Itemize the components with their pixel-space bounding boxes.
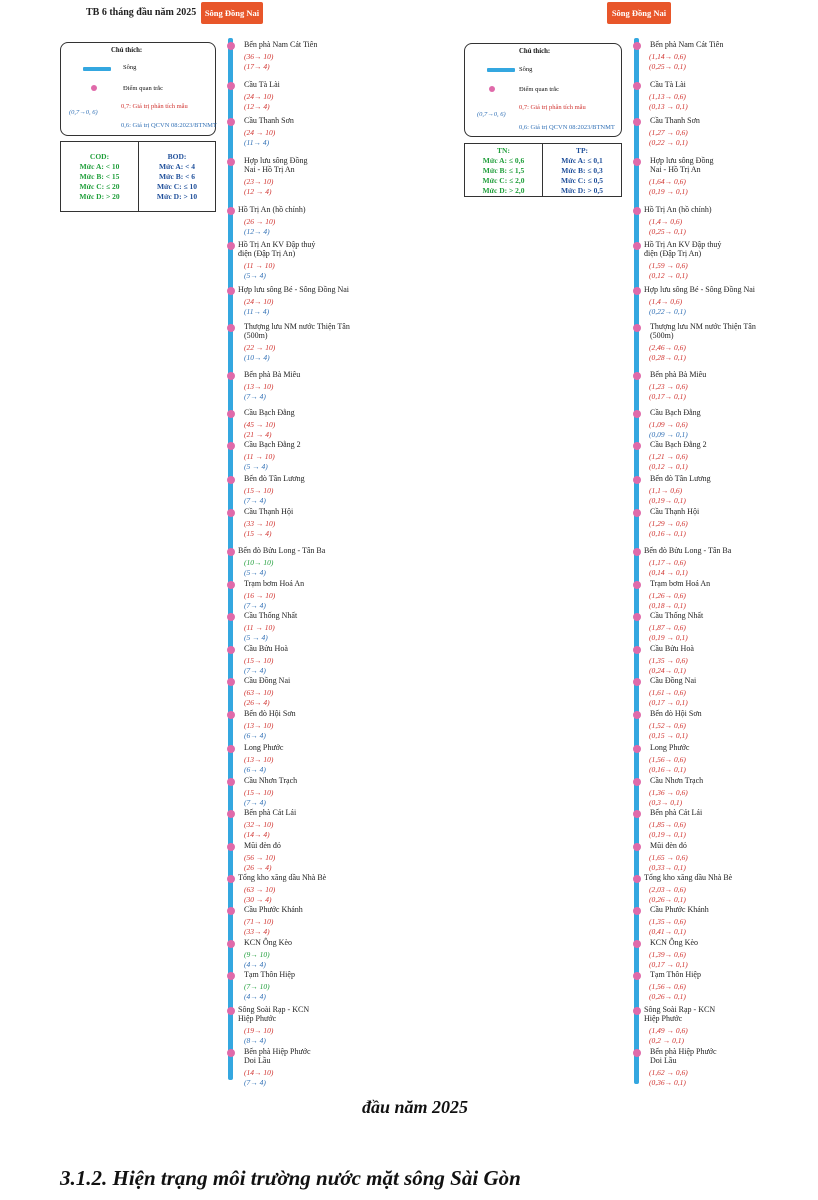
monitoring-point-dot: [227, 843, 235, 851]
monitoring-point-dot: [633, 972, 641, 980]
station-tp-value: (0,13 → 0,1): [649, 102, 688, 111]
monitoring-point-dot: [633, 509, 641, 517]
legend-title: Chú thích:: [111, 47, 143, 54]
station-cod-value: (24 → 10): [244, 128, 276, 137]
station-name: Cầu Thống Nhất: [244, 611, 298, 620]
station-name: Bến phà Bà Miêu: [244, 370, 301, 379]
station-name: Sông Soài Rạp - KCN Hiệp Phước: [238, 1005, 310, 1023]
station-bod-value: (6→ 4): [244, 731, 266, 740]
monitoring-point-dot: [633, 287, 641, 295]
station-name: Cầu Bạch Đằng 2: [650, 440, 707, 449]
monitoring-point-dot: [227, 613, 235, 621]
levels-row: Mức C: ≤ 2,0: [482, 176, 525, 185]
station-tp-value: (0,33→ 0,1): [649, 863, 686, 872]
station-bod-value: (7→ 4): [244, 1078, 266, 1087]
monitoring-point-dot: [633, 372, 641, 380]
monitoring-point-dot: [227, 82, 235, 90]
monitoring-point-dot: [633, 1049, 641, 1057]
station-name: Bến phà Bà Miêu: [650, 370, 707, 379]
monitoring-point-dot: [227, 1007, 235, 1015]
levels-row: Mức B: ≤ 0,3: [561, 166, 603, 175]
monitoring-point-dot: [227, 810, 235, 818]
monitoring-point-dot: [227, 158, 235, 166]
monitoring-point-dot: [633, 442, 641, 450]
station-tn-value: (1,4→ 0,6): [649, 217, 683, 226]
monitoring-point-dot: [633, 907, 641, 915]
monitoring-point-dot: [227, 42, 235, 50]
station-cod-value: (10→ 10): [244, 558, 274, 567]
monitoring-point-dot: [633, 843, 641, 851]
station-tn-value: (1,39→ 0,6): [649, 950, 686, 959]
monitoring-point-dot: [633, 581, 641, 589]
station-tn-value: (1,52→ 0,6): [649, 721, 686, 730]
station-name: Cầu Thanh Sơn: [244, 116, 294, 125]
station-name: Cầu Thạnh Hội: [650, 507, 700, 516]
monitoring-point-dot: [227, 1049, 235, 1057]
levels-col-tp: [543, 146, 621, 196]
legend-blue-note: 0,6: Giá trị QCVN 08:2023/BTNMT: [519, 124, 615, 131]
station-name: Tổng kho xăng dầu Nhà Bè: [644, 873, 733, 882]
station-cod-value: (15→ 10): [244, 486, 274, 495]
station-tp-value: (0,22 → 0,1): [649, 138, 688, 147]
station-name: Hồ Trị An KV Đập thuỷ điện (Đập Trị An): [644, 240, 722, 258]
station-name: Bến đò Tân Lương: [244, 474, 305, 483]
station-name: Tạm Thôn Hiệp: [244, 970, 295, 979]
monitoring-point-dot: [633, 778, 641, 786]
monitoring-point-dot: [633, 810, 641, 818]
station-tp-value: (0,2 → 0,1): [649, 1036, 684, 1045]
station-tp-value: (0,28→ 0,1): [649, 353, 686, 362]
station-cod-value: (24→ 10): [244, 92, 274, 101]
station-name: Bến phà Hiệp Phước Doi Lầu: [244, 1047, 311, 1065]
legend-point-label: Điểm quan trắc: [519, 86, 560, 93]
station-tn-value: (1,56→ 0,6): [649, 982, 686, 991]
station-tn-value: (2,03→ 0,6): [649, 885, 686, 894]
monitoring-point-dot: [227, 287, 235, 295]
station-bod-value: (4→ 4): [244, 960, 266, 969]
station-tn-value: (1,56→ 0,6): [649, 755, 686, 764]
levels-row: Mức B: ≤ 1,5: [482, 166, 525, 175]
monitoring-point-dot: [633, 158, 641, 166]
station-bod-value: (5 → 4): [244, 462, 268, 471]
monitoring-point-dot: [227, 548, 235, 556]
legend-point-label: Điểm quan trắc: [123, 85, 164, 92]
station-tn-value: (1,85→ 0,6): [649, 820, 686, 829]
levels-row: Mức A: < 4: [158, 162, 196, 171]
monitoring-point-dot: [227, 778, 235, 786]
station-tp-value: (0,41→ 0,1): [649, 927, 686, 936]
levels-table-left: [60, 141, 216, 212]
river-line-right: [634, 38, 639, 1084]
monitoring-point-dot: [227, 875, 235, 883]
station-tn-value: (1,65 → 0,6): [649, 853, 688, 862]
station-bod-value: (4→ 4): [244, 992, 266, 1001]
monitoring-point-dot: [633, 207, 641, 215]
station-tp-value: (0,19 → 0,1): [649, 187, 688, 196]
station-name: Bến phà Nam Cát Tiên: [244, 40, 318, 49]
station-name: Cầu Đồng Nai: [650, 676, 697, 685]
station-name: Cầu Nhơn Trạch: [244, 776, 298, 785]
monitoring-point-dot: [227, 711, 235, 719]
station-name: Sông Soài Rạp - KCN Hiệp Phước: [644, 1005, 716, 1023]
levels-row: Mức A: ≤ 0,1: [561, 156, 603, 165]
station-cod-value: (11 → 10): [244, 261, 275, 270]
station-bod-value: (11→ 4): [244, 138, 270, 147]
station-name: Tạm Thôn Hiệp: [650, 970, 701, 979]
monitoring-point-dot: [633, 410, 641, 418]
monitoring-point-dot: [227, 940, 235, 948]
station-tn-value: (1,35→ 0,6): [649, 917, 686, 926]
station-name: Cầu Bửu Hoà: [244, 644, 288, 653]
station-tp-value: (0,19→ 0,1): [649, 496, 686, 505]
station-tp-value: (0,15 → 0,1): [649, 731, 688, 740]
station-name: Long Phước: [650, 743, 690, 752]
station-name: Cầu Phước Khánh: [244, 905, 303, 914]
station-tp-value: (0,16→ 0,1): [649, 765, 686, 774]
station-tp-value: (0,14 → 0,1): [649, 568, 688, 577]
station-name: KCN Ông Kèo: [650, 938, 698, 947]
legend-river-label: Sông: [519, 66, 533, 73]
monitoring-point-dot: [633, 745, 641, 753]
station-cod-value: (33 → 10): [244, 519, 276, 528]
levels-row: Mức D: > 2,0: [482, 186, 525, 195]
levels-col-cod: [61, 152, 138, 211]
station-tp-value: (0,36→ 0,1): [649, 1078, 686, 1087]
station-name: Hợp lưu sông Đồng Nai - Hồ Trị An: [244, 156, 308, 174]
station-bod-value: (12→ 4): [244, 102, 270, 111]
legend-red-note: 0,7: Giá trị phân tích mẫu: [121, 103, 188, 110]
station-tp-value: (0,26→ 0,1): [649, 895, 686, 904]
monitoring-point-dot: [633, 476, 641, 484]
monitoring-point-dot: [227, 442, 235, 450]
monitoring-point-dot: [633, 875, 641, 883]
monitoring-point-dot: [227, 324, 235, 332]
station-name: Bến phà Hiệp Phước Doi Lầu: [650, 1047, 717, 1065]
station-tn-value: (1,23 → 0,6): [649, 382, 688, 391]
station-tn-value: (1,59 → 0,6): [649, 261, 688, 270]
station-name: Tổng kho xăng dầu Nhà Bè: [238, 873, 327, 882]
station-tn-value: (1,13→ 0,6): [649, 92, 686, 101]
station-tp-value: (0,22→ 0,1): [649, 307, 686, 316]
levels-row: Mức A: ≤ 0,6: [482, 156, 525, 165]
station-cod-value: (63→ 10): [244, 688, 274, 697]
station-cod-value: (36→ 10): [244, 52, 274, 61]
station-tn-value: (1,36 → 0,6): [649, 788, 688, 797]
station-name: KCN Ông Kèo: [244, 938, 292, 947]
station-name: Mũi đèn đỏ: [650, 841, 687, 850]
legend-red-note: 0,7: Giá trị phân tích mẫu: [519, 104, 586, 111]
station-tp-value: (0,12 → 0,1): [649, 271, 688, 280]
station-name: Bến đò Hội Sơn: [244, 709, 296, 718]
legend-blue-note: 0,6: Giá trị QCVN 08:2023/BTNMT: [121, 122, 217, 129]
levels-row: Mức C: ≤ 0,5: [561, 176, 603, 185]
levels-row: Mức D: > 20: [79, 192, 120, 201]
levels-title: TP:: [575, 146, 589, 155]
figure-caption: đầu năm 2025: [362, 1097, 469, 1117]
station-bod-value: (5→ 4): [244, 568, 266, 577]
legend-title: Chú thích:: [519, 48, 551, 55]
monitoring-point-dot: [227, 410, 235, 418]
river-badge-left: Sông Đồng Nai: [201, 2, 263, 24]
station-bod-value: (11→ 4): [244, 307, 270, 316]
levels-col-tn: [465, 146, 542, 196]
station-bod-value: (30 → 4): [244, 895, 272, 904]
station-tn-value: (1,87→ 0,6): [649, 623, 686, 632]
station-bod-value: (7→ 4): [244, 666, 266, 675]
station-cod-value: (14→ 10): [244, 1068, 274, 1077]
station-tn-value: (1,62 → 0,6): [649, 1068, 688, 1077]
station-name: Cầu Tà Lài: [244, 80, 280, 89]
station-tn-value: (1,14→ 0,6): [649, 52, 686, 61]
station-name: Thượng lưu NM nước Thiện Tân (500m): [650, 322, 756, 340]
station-tn-value: (1,09 → 0,6): [649, 420, 688, 429]
station-tp-value: (0,18→ 0,1): [649, 601, 686, 610]
station-tp-value: (0,19 → 0,1): [649, 633, 688, 642]
station-bod-value: (8→ 4): [244, 1036, 266, 1045]
section-heading: 3.1.2. Hiện trạng môi trường nước mặt sông Sài Gòn: [60, 1166, 521, 1190]
station-cod-value: (15→ 10): [244, 656, 274, 665]
station-bod-value: (14→ 4): [244, 830, 270, 839]
monitoring-point-dot: [227, 509, 235, 517]
station-name: Cầu Thạnh Hội: [244, 507, 294, 516]
river-swatch: [487, 68, 515, 72]
monitoring-point-dot: [633, 1007, 641, 1015]
monitoring-point-dot: [227, 476, 235, 484]
station-tn-value: (1,1→ 0,6): [649, 486, 683, 495]
station-tp-value: (0,26→ 0,1): [649, 992, 686, 1001]
station-cod-value: (24→ 10): [244, 297, 274, 306]
station-name: Cầu Phước Khánh: [650, 905, 709, 914]
legend-right: [464, 43, 622, 137]
station-bod-value: (26 → 4): [244, 863, 272, 872]
station-name: Bến đò Tân Lương: [650, 474, 711, 483]
levels-title: TN:: [497, 146, 510, 155]
station-bod-value: (15 → 4): [244, 529, 272, 538]
monitoring-point-dot: [227, 242, 235, 250]
monitoring-point-dot: [227, 581, 235, 589]
station-cod-value: (15→ 10): [244, 788, 274, 797]
station-bod-value: (7→ 4): [244, 392, 266, 401]
station-cod-value: (13→ 10): [244, 382, 274, 391]
station-name: Cầu Nhơn Trạch: [650, 776, 704, 785]
station-bod-value: (21 → 4): [244, 430, 272, 439]
station-name: Cầu Tà Lài: [650, 80, 686, 89]
station-name: Trạm bơm Hoá An: [650, 579, 711, 588]
monitoring-point-dot: [227, 207, 235, 215]
legend-sample: (0,7→0, 6): [477, 111, 506, 118]
station-name: Hồ Trị An KV Đập thuỷ điện (Đập Trị An): [238, 240, 316, 258]
station-name: Bến phà Cát Lái: [650, 808, 703, 817]
station-name: Cầu Thanh Sơn: [650, 116, 700, 125]
monitoring-point-dot: [633, 82, 641, 90]
monitoring-point-dot: [227, 972, 235, 980]
station-cod-value: (32→ 10): [244, 820, 274, 829]
station-tn-value: (1,61→ 0,6): [649, 688, 686, 697]
monitoring-point-dot: [227, 678, 235, 686]
station-tn-value: (1,4→ 0,6): [649, 297, 683, 306]
station-bod-value: (7→ 4): [244, 601, 266, 610]
station-name: Bến đò Bửu Long - Tân Ba: [238, 546, 326, 555]
monitoring-point-dot: [227, 646, 235, 654]
monitoring-point-dot: [633, 548, 641, 556]
station-name: Bến đò Bửu Long - Tân Ba: [644, 546, 732, 555]
period-title: TB 6 tháng đầu năm 2025: [86, 7, 197, 18]
monitoring-point-dot: [633, 613, 641, 621]
monitoring-point-dot: [227, 118, 235, 126]
levels-title: COD:: [89, 152, 110, 161]
station-bod-value: (6→ 4): [244, 765, 266, 774]
station-tn-value: (1,49 → 0,6): [649, 1026, 688, 1035]
station-tp-value: (0,24→ 0,1): [649, 666, 686, 675]
station-name: Bến phà Nam Cát Tiên: [650, 40, 724, 49]
station-tp-value: (0,25→ 0,1): [649, 227, 686, 236]
monitoring-point-dot: [633, 42, 641, 50]
station-bod-value: (10→ 4): [244, 353, 270, 362]
river-line-left: [228, 38, 233, 1080]
monitoring-point-dot: [633, 324, 641, 332]
levels-col-bod: [139, 152, 215, 211]
levels-row: Mức A: < 10: [79, 162, 120, 171]
station-cod-value: (9→ 10): [244, 950, 270, 959]
station-bod-value: (5→ 4): [244, 271, 266, 280]
station-cod-value: (56 → 10): [244, 853, 276, 862]
levels-row: Mức B: < 15: [79, 172, 120, 181]
river-swatch: [83, 67, 111, 71]
monitoring-point-dot: [633, 711, 641, 719]
river-badge-right: Sông Đồng Nai: [607, 2, 671, 24]
station-name: Mũi đèn đỏ: [244, 841, 281, 850]
legend-left: [60, 42, 216, 136]
station-bod-value: (17→ 4): [244, 62, 270, 71]
legend-sample: (0,7→0, 6): [69, 109, 98, 116]
station-cod-value: (7→ 10): [244, 982, 270, 991]
point-swatch: [91, 85, 97, 91]
levels-title: BOD:: [167, 152, 187, 161]
station-cod-value: (45 → 10): [244, 420, 276, 429]
monitoring-point-dot: [227, 745, 235, 753]
levels-row: Mức C: ≤ 10: [156, 182, 198, 191]
station-tn-value: (1,64→ 0,6): [649, 177, 686, 186]
station-bod-value: (7→ 4): [244, 496, 266, 505]
monitoring-point-dot: [633, 118, 641, 126]
station-tn-value: (1,21 → 0,6): [649, 452, 688, 461]
station-cod-value: (19→ 10): [244, 1026, 274, 1035]
station-tn-value: (1,35 → 0,6): [649, 656, 688, 665]
levels-row: Mức C: ≤ 20: [79, 182, 120, 191]
levels-row: Mức B: < 6: [158, 172, 196, 181]
monitoring-point-dot: [633, 940, 641, 948]
station-tp-value: (0,09 → 0,1): [649, 430, 688, 439]
station-name: Trạm bơm Hoá An: [244, 579, 305, 588]
station-bod-value: (7→ 4): [244, 798, 266, 807]
station-name: Cầu Bạch Đằng: [244, 408, 295, 417]
station-bod-value: (12→ 4): [244, 227, 270, 236]
station-name: Bến phà Cát Lái: [244, 808, 297, 817]
station-tp-value: (0,17 → 0,1): [649, 960, 688, 969]
station-bod-value: (12 → 4): [244, 187, 272, 196]
levels-row: Mức D: > 10: [156, 192, 198, 201]
station-name: Cầu Đồng Nai: [244, 676, 291, 685]
station-tp-value: (0,17 → 0,1): [649, 698, 688, 707]
station-tp-value: (0,25→ 0,1): [649, 62, 686, 71]
station-name: Cầu Bạch Đằng 2: [244, 440, 301, 449]
station-name: Cầu Thống Nhất: [650, 611, 704, 620]
station-tn-value: (2,46→ 0,6): [649, 343, 686, 352]
monitoring-point-dot: [633, 678, 641, 686]
station-tp-value: (0,19→ 0,1): [649, 830, 686, 839]
station-cod-value: (26 → 10): [244, 217, 276, 226]
station-name: Hợp lưu sông Bé - Sông Đồng Nai: [238, 285, 350, 294]
station-cod-value: (11 → 10): [244, 623, 275, 632]
station-bod-value: (26→ 4): [244, 698, 270, 707]
station-name: Bến đò Hội Sơn: [650, 709, 702, 718]
station-cod-value: (11 → 10): [244, 452, 275, 461]
station-tn-value: (1,27 → 0,6): [649, 128, 688, 137]
station-cod-value: (63 → 10): [244, 885, 276, 894]
station-name: Thượng lưu NM nước Thiện Tân (500m): [244, 322, 350, 340]
station-cod-value: (13→ 10): [244, 755, 274, 764]
station-name: Long Phước: [244, 743, 284, 752]
monitoring-point-dot: [633, 646, 641, 654]
station-tn-value: (1,29 → 0,6): [649, 519, 688, 528]
station-cod-value: (16 → 10): [244, 591, 276, 600]
station-name: Cầu Bửu Hoà: [650, 644, 694, 653]
station-name: Cầu Bạch Đằng: [650, 408, 701, 417]
point-swatch: [489, 86, 495, 92]
levels-row: Mức D: > 0,5: [560, 186, 604, 195]
station-tp-value: (0,16→ 0,1): [649, 529, 686, 538]
levels-table-right: [464, 143, 622, 197]
station-bod-value: (33→ 4): [244, 927, 270, 936]
station-name: Hợp lưu sông Bé - Sông Đồng Nai: [644, 285, 756, 294]
station-name: Hợp lưu sông Đồng Nai - Hồ Trị An: [650, 156, 714, 174]
monitoring-point-dot: [227, 907, 235, 915]
monitoring-point-dot: [227, 372, 235, 380]
monitoring-point-dot: [633, 242, 641, 250]
station-tn-value: (1,26→ 0,6): [649, 591, 686, 600]
station-name: Hồ Trị An (hồ chính): [238, 205, 306, 214]
station-tp-value: (0,12 → 0,1): [649, 462, 688, 471]
station-tp-value: (0,17→ 0,1): [649, 392, 686, 401]
station-name: Hồ Trị An (hồ chính): [644, 205, 712, 214]
station-cod-value: (13→ 10): [244, 721, 274, 730]
legend-river-label: Sông: [123, 64, 137, 71]
station-cod-value: (71→ 10): [244, 917, 274, 926]
station-tn-value: (1,17→ 0,6): [649, 558, 686, 567]
station-bod-value: (5 → 4): [244, 633, 268, 642]
station-tp-value: (0,3→ 0,1): [649, 798, 683, 807]
station-cod-value: (22 → 10): [244, 343, 276, 352]
station-cod-value: (23→ 10): [244, 177, 274, 186]
